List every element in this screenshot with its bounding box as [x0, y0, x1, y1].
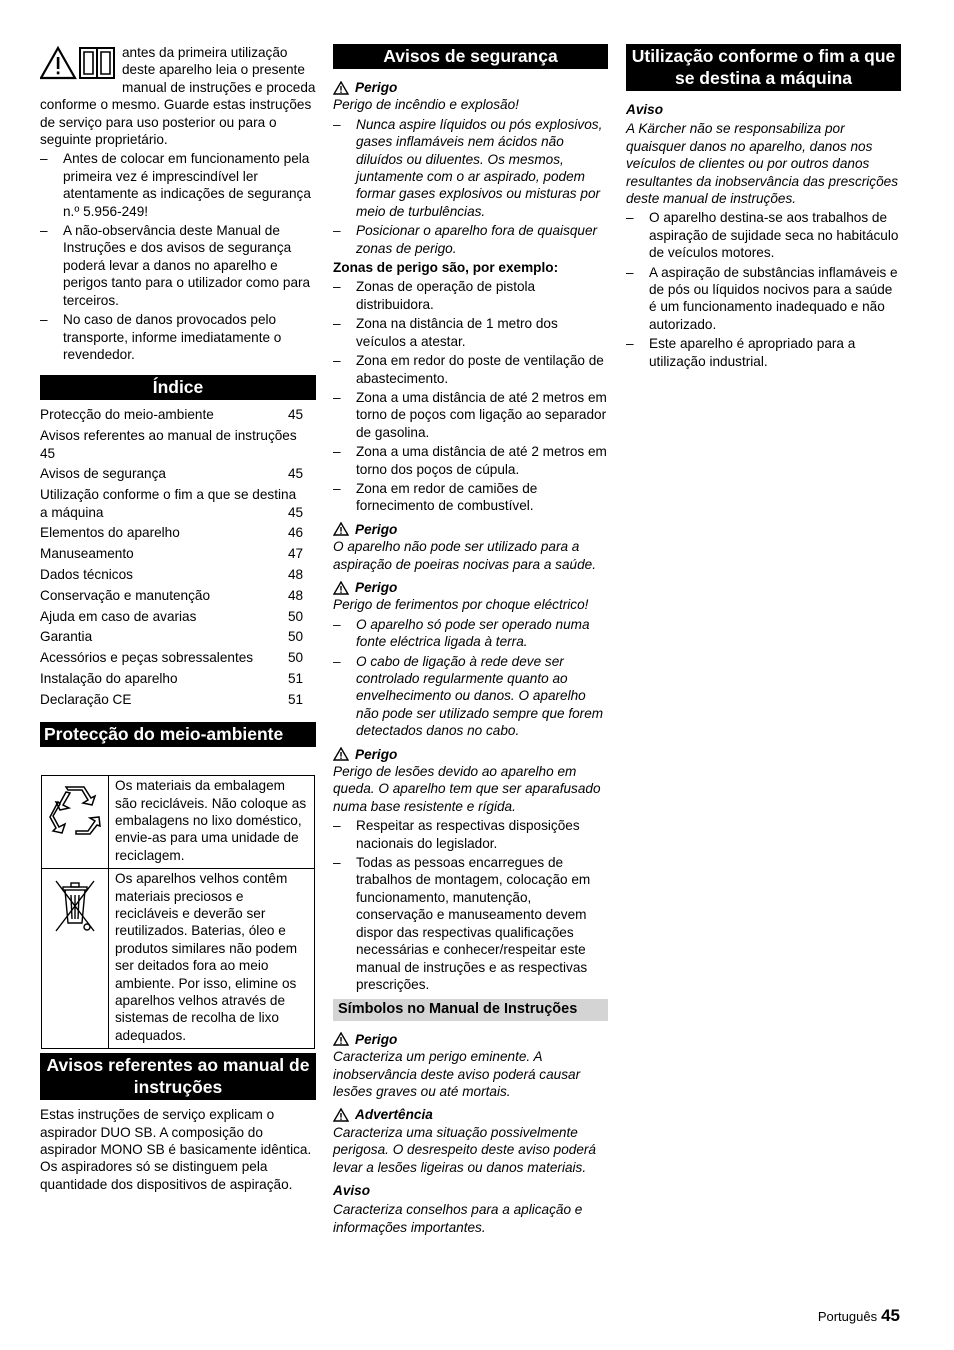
list-item: – Posicionar o aparelho fora de quaisquer zonas de perigo. [333, 222, 608, 257]
warning-triangle-icon [333, 1108, 349, 1122]
toc-entry [40, 465, 316, 482]
list-item: – O cabo de ligação à rede deve ser controlado regularmente quanto ao envelhecimento ou danos. O aparelho não pode ser utilizado sempre que forem detectados danos no cabo. [333, 653, 608, 740]
danger-list [333, 616, 608, 740]
danger-label: Perigo [333, 579, 608, 596]
warning-triangle-icon [333, 81, 349, 95]
toc-page: 48 [288, 566, 304, 582]
toc-page: 48 [288, 587, 304, 603]
toc-label: Utilização conforme o fim a que se destina [40, 487, 297, 503]
list-item: – Zona a uma distância de até 2 metros em torno de poços com ligação ao separador de gasolina. [333, 389, 608, 441]
list-item: – A aspiração de substâncias inflamáveis e de pós ou líquidos nocivos para a saúde é um funcionamento inadequado e não autorizado. [626, 264, 901, 334]
crossed-bin-icon [52, 877, 98, 935]
table-row [42, 869, 315, 1049]
footer-language: Português [817, 1309, 878, 1324]
environment-table [41, 775, 315, 1049]
warning-read-manual-icon [40, 46, 116, 80]
manual-notes-heading: Avisos referentes ao manual de instruções [40, 1053, 316, 1100]
list-item: – Zona em redor do poste de ventilação de abastecimento. [333, 352, 608, 387]
danger-list [333, 817, 608, 993]
column-left [40, 44, 316, 1195]
intro-text: antes da primeira utilização deste aparelho leia o presente manual de instruções e proceda conforme o mesmo. Guarde estas instruções de serviço para uso posterior ou para o seguinte proprietário. [40, 45, 316, 148]
danger-label: Perigo [333, 79, 608, 96]
toc-page: 51 [288, 670, 304, 686]
intended-use-heading: Utilização conforme o fim a que se destina a máquina [626, 44, 901, 91]
notice-label: Aviso [333, 1182, 371, 1198]
intro-list [40, 150, 316, 363]
intended-use-list [626, 209, 901, 370]
toc-page: 45 [288, 407, 304, 423]
toc-entry [40, 608, 316, 625]
toc-entry [40, 587, 316, 604]
bin-cell [42, 869, 109, 1049]
page-number: 45 [881, 1306, 900, 1325]
toc-page: 50 [288, 650, 304, 666]
toc-page: 50 [288, 629, 304, 645]
list-item: – Todas as pessoas encarregues de trabalhos de montagem, colocação em funcionamento, manutenção, conservação e manuseamento devem dispor das respectivas qualificações necessárias e conhecer/respeitar este manual de instruções e as respectivas prescrições. [333, 854, 608, 993]
list-item: – Antes de colocar em funcionamento pela primeira vez é imprescindível ler atentamente as indicações de segurança n.º 5.956-249! [40, 150, 316, 220]
toc-label: Elementos do aparelho [40, 525, 180, 541]
warning-triangle-icon [333, 581, 349, 595]
danger-text: O aparelho não pode ser utilizado para a aspiração de poeiras nocivas para a saúde. [333, 539, 596, 572]
environment-heading: Protecção do meio-ambiente [40, 722, 316, 747]
toc-label: Garantia [40, 629, 93, 645]
column-right [626, 44, 901, 372]
toc-page: 46 [288, 525, 304, 541]
toc-label: Acessórios e peças sobressalentes [40, 650, 254, 666]
danger-lead: Perigo de ferimentos por choque eléctrico! [333, 597, 589, 613]
warning-triangle-icon [333, 522, 349, 536]
table-of-contents [40, 406, 316, 708]
toc-entry [40, 628, 316, 645]
safety-heading: Avisos de segurança [333, 44, 608, 69]
danger-list [333, 116, 608, 257]
manual-notes-text: Estas instruções de serviço explicam o aspirador DUO SB. A composição do aspirador MONO SB é basicamente idêntica. Os aspiradores só se distinguem pela quantidade dos dispositivos de aspiração. [40, 1107, 312, 1192]
toc-label: Ajuda em caso de avarias [40, 608, 197, 624]
toc-label: Manuseamento [40, 546, 134, 562]
toc-page: 45 [40, 445, 56, 461]
list-item: – No caso de danos provocados pelo transporte, informe imediatamente o revendedor. [40, 311, 316, 363]
toc-label: Dados técnicos [40, 566, 133, 582]
list-item: – Este aparelho é apropriado para a utilização industrial. [626, 335, 901, 370]
toc-page: 51 [288, 691, 304, 707]
danger-text: Perigo de lesões devido ao aparelho em queda. O aparelho tem que ser aparafusado numa base resistente e rígida. [333, 764, 601, 814]
list-item: – Nunca aspire líquidos ou pós explosivos, gases inflamáveis nem ácidos não diluídos ou diluentes. Os mesmos, juntamente com o ar aspirado, podem formar gases explosivos ou misturas por meio de turbulências. [333, 116, 608, 220]
toc-entry [40, 649, 316, 666]
list-item: – O aparelho só pode ser operado numa fonte eléctrica ligada à terra. [333, 616, 608, 651]
toc-page: 45 [288, 466, 304, 482]
danger-label: Perigo [333, 1031, 608, 1048]
page-footer [818, 1306, 900, 1326]
toc-entry [40, 486, 316, 521]
notice-label: Aviso [626, 102, 664, 117]
toc-page: 47 [288, 546, 304, 562]
toc-label: Conservação e manutenção [40, 587, 211, 603]
toc-page: 50 [288, 608, 304, 624]
list-item: – Zona a uma distância de até 2 metros em torno dos poços de cúpula. [333, 443, 608, 478]
warning-description: Caracteriza uma situação possivelmente perigosa. O desrespeito deste aviso poderá levar a lesões ligeiras ou danos materiais. [333, 1124, 596, 1175]
toc-entry [40, 691, 316, 708]
list-item: – Zona na distância de 1 metro dos veículos a atestar. [333, 315, 608, 350]
toc-label: Instalação do aparelho [40, 670, 178, 686]
toc-label: Avisos referentes ao manual de instruções [40, 428, 297, 444]
danger-label: Perigo [333, 746, 608, 763]
toc-entry [40, 566, 316, 583]
bin-text: Os aparelhos velhos contêm materiais preciosos e recicláveis e deverão ser reutilizados. Baterias, óleo e produtos similares não podem ser deitados fora ao meio ambiente. Por isso, elimine os aparelhos velhos através de sistemas de recolha de lixo adequados. [109, 869, 315, 1049]
toc-entry [40, 427, 316, 462]
zones-heading: Zonas de perigo são, por exemplo: [333, 260, 559, 276]
column-middle [333, 44, 608, 1238]
toc-page: 45 [288, 504, 304, 520]
recycle-icon [48, 784, 102, 836]
danger-description: Caracteriza um perigo eminente. A inobservância deste aviso poderá causar lesões graves ou até mortais. [333, 1049, 581, 1099]
danger-label: Perigo [333, 521, 608, 538]
warning-label: Advertência [333, 1106, 608, 1123]
table-row [42, 776, 315, 869]
list-item: – Zonas de operação de pistola distribuidora. [333, 278, 608, 313]
list-item: – Zona em redor de camiões de fornecimento de combustível. [333, 480, 608, 515]
notice-text: A Kärcher não se responsabiliza por quaisquer danos no aparelho, danos nos veículos de clientes ou por outros danos resultantes da inobservância das prescrições deste manual de instruções. [626, 121, 899, 207]
recycle-cell [42, 776, 109, 869]
danger-lead: Perigo de incêndio e explosão! [333, 97, 519, 113]
symbols-heading: Símbolos no Manual de Instruções [333, 999, 608, 1020]
list-item: – A não-observância deste Manual de Instruções e dos avisos de segurança poderá levar a danos no aparelho e perigos tanto para o utilizador como para terceiros. [40, 222, 316, 309]
toc-entry [40, 406, 316, 423]
notice-description: Caracteriza conselhos para a aplicação e informações importantes. [333, 1202, 583, 1235]
toc-label: Declaração CE [40, 691, 132, 707]
list-item: – Respeitar as respectivas disposições nacionais do legislador. [333, 817, 608, 852]
intro-section [40, 44, 316, 363]
list-item: – O aparelho destina-se aos trabalhos de aspiração de sujidade seca no habitáculo de veículos motores. [626, 209, 901, 261]
toc-heading: Índice [40, 375, 316, 400]
toc-entry [40, 545, 316, 562]
toc-entry [40, 670, 316, 687]
recycle-text: Os materiais da embalagem são recicláveis. Não coloque as embalagens no lixo doméstico, envie-as para uma unidade de reciclagem. [109, 776, 315, 869]
toc-label: Avisos de segurança [40, 466, 166, 482]
toc-entry [40, 524, 316, 541]
toc-label: Protecção do meio-ambiente [40, 407, 214, 423]
toc-label: a máquina [40, 504, 104, 520]
zones-list [333, 278, 608, 514]
warning-triangle-icon [333, 1032, 349, 1046]
warning-triangle-icon [333, 747, 349, 761]
